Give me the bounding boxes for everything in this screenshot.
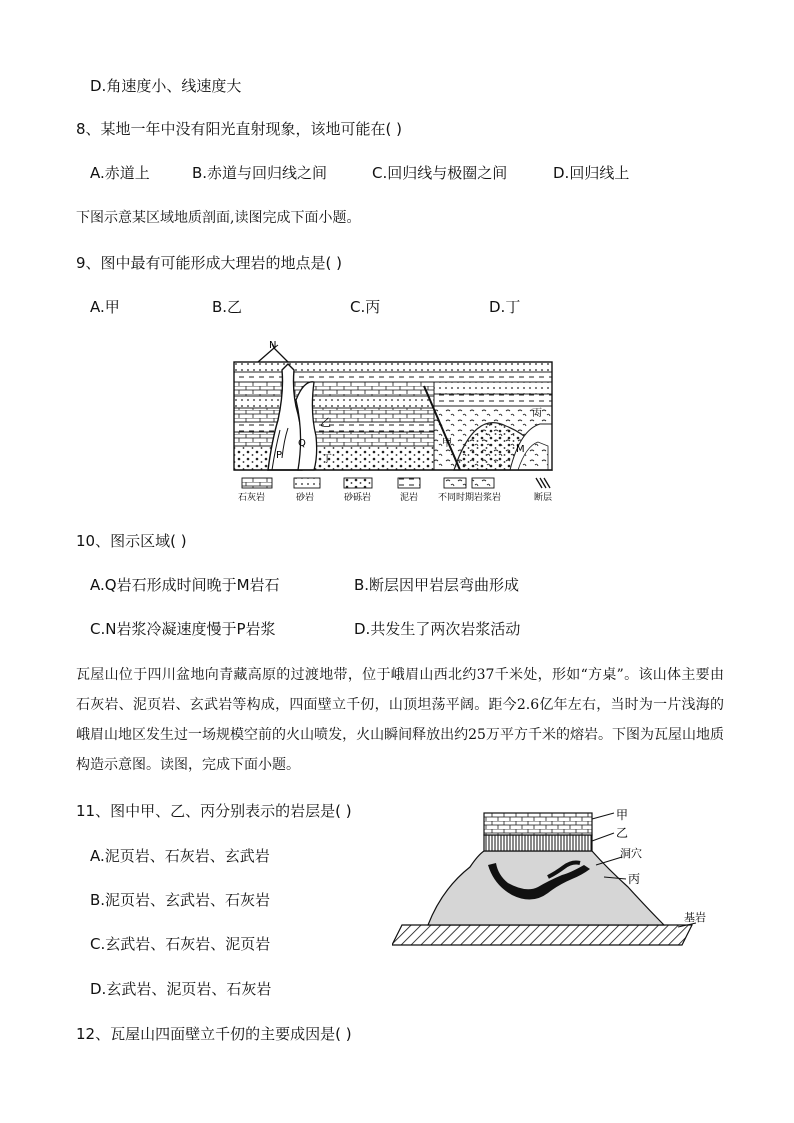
q11-option-d: D.玄武岩、泥页岩、石灰岩 bbox=[90, 980, 272, 998]
q8-option-a: A.赤道上 bbox=[90, 164, 150, 182]
legend-conglomerate: 砂砾岩 bbox=[344, 493, 372, 503]
q11-option-c: C.玄武岩、石灰岩、泥页岩 bbox=[90, 935, 271, 953]
label-P: P bbox=[276, 450, 283, 461]
q10-option-b: B.断层因甲岩层弯曲形成 bbox=[354, 576, 520, 594]
wawushan-structure-figure bbox=[392, 805, 712, 955]
geologic-section-figure bbox=[228, 338, 564, 506]
q8-stem: 8、某地一年中没有阳光直射现象，该地可能在( ) bbox=[76, 120, 403, 138]
legend bbox=[238, 478, 552, 503]
q10-option-a: A.Q岩石形成时间晚于M岩石 bbox=[90, 576, 280, 594]
q11-stem: 11、图中甲、乙、丙分别表示的岩层是( ) bbox=[76, 802, 352, 820]
q10-option-d: D.共发生了两次岩浆活动 bbox=[354, 620, 521, 638]
legend-mudstone: 泥岩 bbox=[400, 493, 419, 503]
q9-stem: 9、图中最有可能形成大理岩的地点是( ) bbox=[76, 254, 343, 272]
q9-option-a: A.甲 bbox=[90, 298, 120, 316]
label-M: M bbox=[516, 444, 525, 455]
label-N: N bbox=[269, 340, 277, 351]
fig2-label-yi: 乙 bbox=[616, 826, 629, 840]
legend-sandstone: 砂岩 bbox=[296, 493, 315, 503]
intro-wawushan: 瓦屋山位于四川盆地向青藏高原的过渡地带，位于峨眉山西北约37千米处，形如“方桌”。该山体主要由石灰岩、泥页岩、玄武岩等构成，四面壁立千仞，山顶坦荡平阔。距今2.6亿年左右，当时为一片浅海的峨眉山地区发生过一场规模空前的火山喷发，火山瞬间释放出约25万平方千米的熔岩。下图为瓦屋山地质构造示意图。读图，完成下面小题。 bbox=[76, 667, 724, 773]
q8-option-c: C.回归线与极圈之间 bbox=[372, 164, 508, 182]
label-bing: 丙 bbox=[532, 408, 542, 419]
q8-option-b: B.赤道与回归线之间 bbox=[192, 164, 328, 182]
q12-stem: 12、瓦屋山四面壁立千仞的主要成因是( ) bbox=[76, 1025, 352, 1043]
legend-limestone: 石灰岩 bbox=[238, 493, 266, 503]
fig2-label-bedrock: 基岩 bbox=[684, 911, 706, 924]
q8-option-d: D.回归线上 bbox=[553, 164, 630, 182]
q11-option-b: B.泥页岩、玄武岩、石灰岩 bbox=[90, 891, 271, 909]
q10-stem: 10、图示区域( ) bbox=[76, 532, 187, 550]
label-ding: 丁 bbox=[322, 454, 332, 465]
intro-figure1: 下图示意某区域地质剖面,读图完成下面小题。 bbox=[76, 210, 361, 226]
label-yi: 乙 bbox=[320, 416, 331, 429]
q9-option-b: B.乙 bbox=[212, 298, 243, 316]
legend-igneous: 不同时期岩浆岩 bbox=[438, 493, 502, 503]
q9-option-d: D.丁 bbox=[489, 298, 521, 316]
q10-option-c: C.N岩浆冷凝速度慢于P岩浆 bbox=[90, 620, 276, 638]
q7-option-d: D.角速度小、线速度大 bbox=[90, 77, 242, 95]
q9-option-c: C.丙 bbox=[350, 298, 381, 316]
label-jia: 甲 bbox=[442, 438, 452, 449]
q11-option-a: A.泥页岩、石灰岩、玄武岩 bbox=[90, 847, 270, 865]
fig2-label-jia: 甲 bbox=[616, 808, 629, 822]
fig2-label-cave: 洞穴 bbox=[620, 847, 642, 860]
fig2-label-bing: 丙 bbox=[628, 872, 641, 886]
label-Q: Q bbox=[298, 438, 306, 449]
legend-fault: 断层 bbox=[534, 493, 553, 503]
